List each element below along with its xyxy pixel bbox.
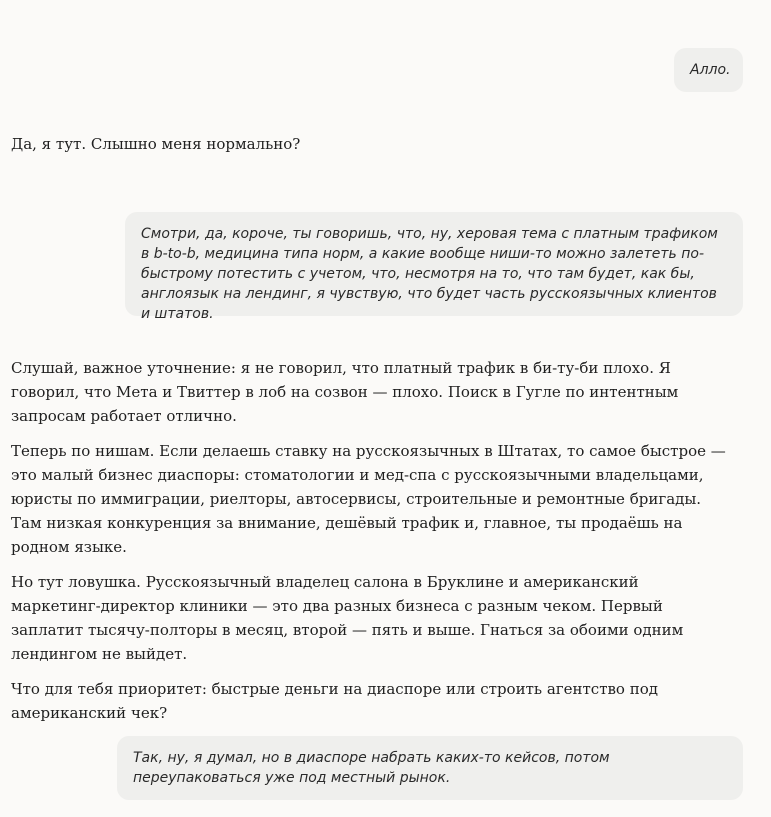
assistant-paragraph: Теперь по нишам. Если делаешь ставку на русскоязычных в Штатах, то самое быстрое — это малый бизнес диаспоры: стоматологии и мед-спа с русскоязычными владельцами, юристы по иммиграции, риелторы, автосервисы, строительные и ремонтные бригады. Там низкая конкуренция за внимание, дешёвый трафик и, главное, ты продаёшь на родном языке. — [11, 442, 726, 556]
user-message-bubble — [674, 48, 743, 92]
assistant-message — [11, 132, 731, 167]
assistant-paragraph: Слушай, важное уточнение: я не говорил, что платный трафик в би-ту-би плохо. Я говорил, что Мета и Твиттер в лоб на созвон — плохо. Поиск в Гугле по интентным запросам работает отлично. — [11, 359, 679, 425]
user-message-bubble — [125, 212, 743, 322]
user-message-text: Смотри, да, короче, ты говоришь, что, ну, херовая тема с платным трафиком в b-to-b, медицина типа норм, а какие вообще ниши-то можно залететь по-быстрому потестить с учетом, что, несмотря на то, что там будет, как бы, англоязык на лендинг, я чувствую, что будет часть русскоязычных клиентов и штатов. — [141, 226, 718, 322]
assistant-paragraph: Но тут ловушка. Русскоязычный владелец салона в Бруклине и американский маркетинг-директор клиники — это два разных бизнеса с разным чеком. Первый заплатит тысячу-полторы в месяц, второй — пять и выше. Гнаться за обоими одним лендингом не выйдет. — [11, 573, 684, 663]
user-message-bubble — [117, 736, 743, 800]
user-message-text: Так, ну, я думал, но в диаспоре набрать каких-то кейсов, потом переупаковаться уже под местный рынок. — [133, 750, 610, 786]
assistant-message — [11, 356, 731, 736]
user-message-text: Алло. — [690, 62, 731, 78]
assistant-paragraph: Да, я тут. Слышно меня нормально? — [11, 135, 301, 153]
assistant-paragraph: Что для тебя приоритет: быстрые деньги на диаспоре или строить агентство под американский чек? — [11, 680, 658, 722]
